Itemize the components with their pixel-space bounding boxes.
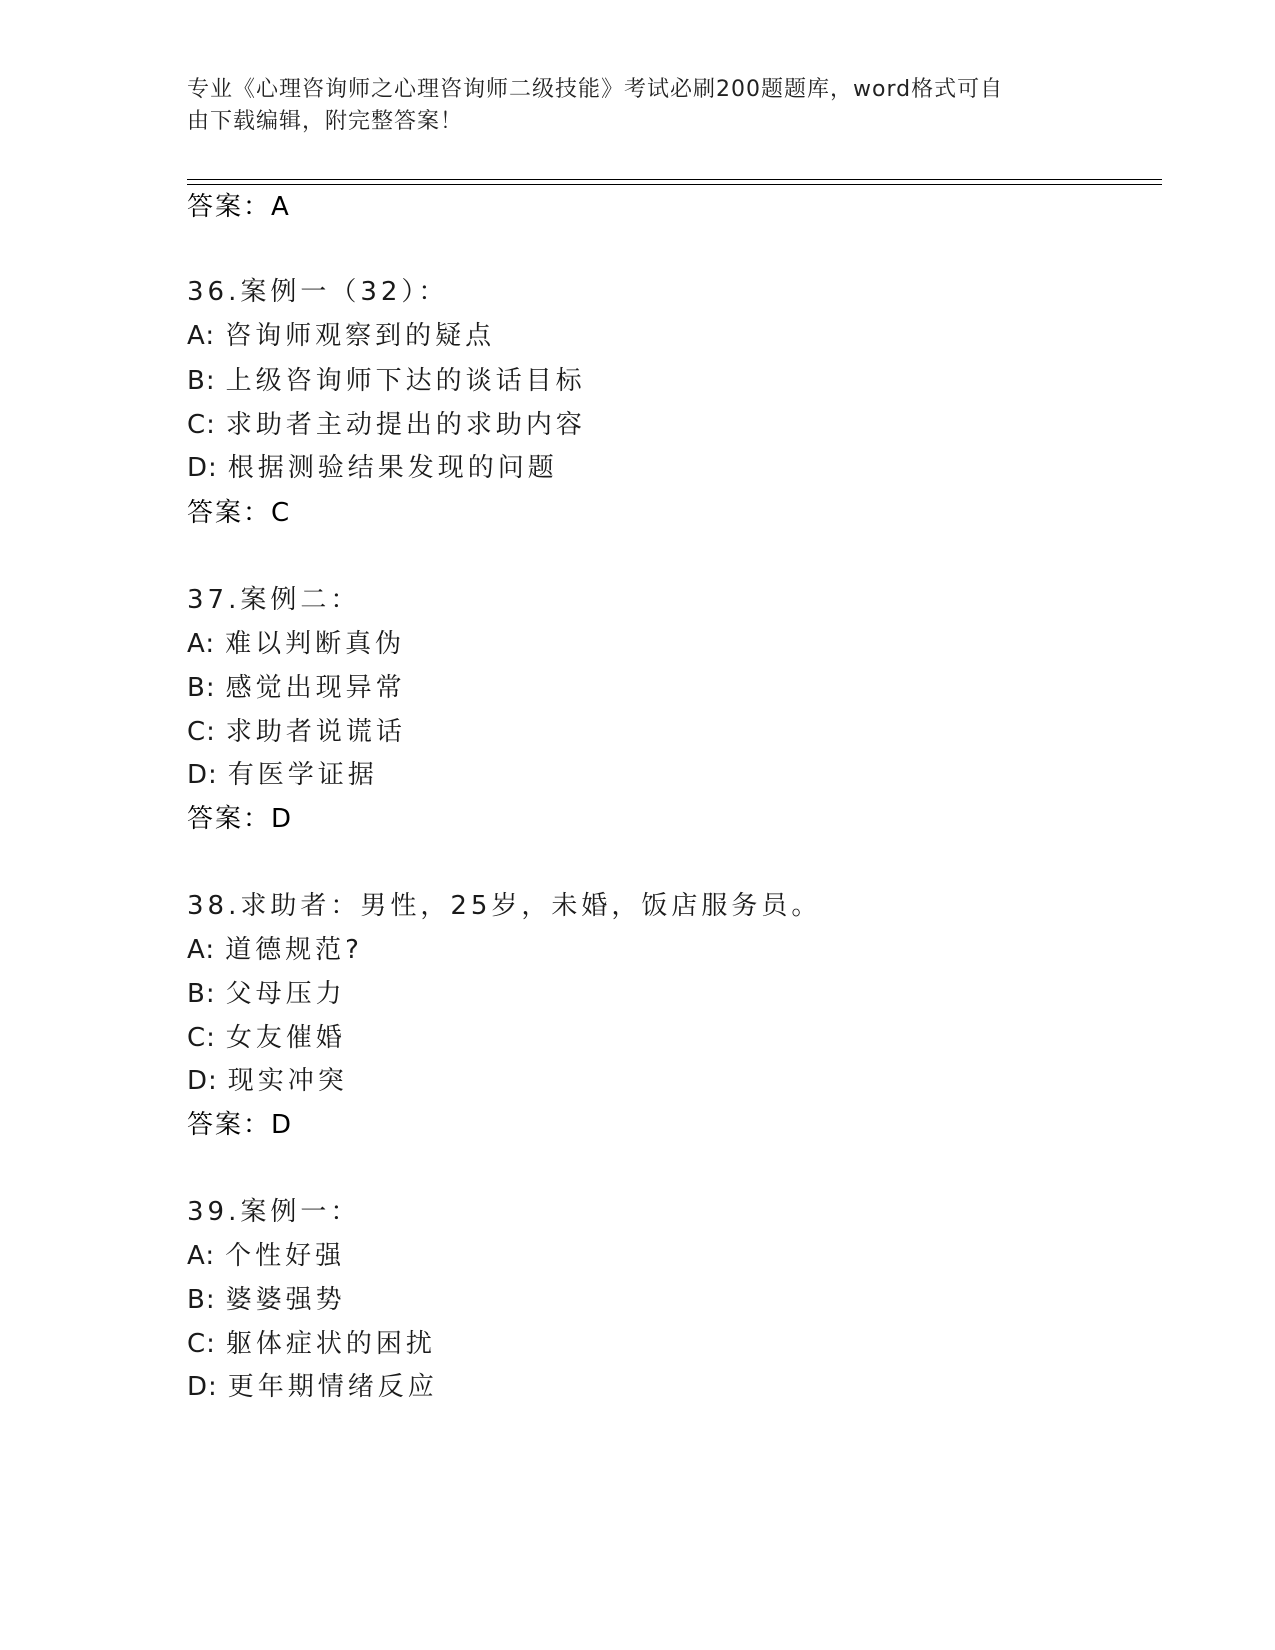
question-38-option-d (187, 1064, 348, 1098)
question-36-option-b (187, 364, 586, 398)
option-key: D: (187, 1372, 218, 1402)
option-text: 求助者主动提出的求助内容 (225, 410, 586, 440)
answer-38: 答案：D (187, 1110, 294, 1140)
header-line-2: 由下载编辑，附完整答案！ (187, 109, 464, 134)
question-38-option-c (187, 1021, 346, 1055)
question-38-option-b (187, 977, 346, 1011)
option-text: 个性好强 (225, 1241, 346, 1271)
option-key: D: (187, 760, 218, 790)
option-text: 女友催婚 (225, 1023, 346, 1053)
option-key: D: (187, 1066, 218, 1096)
option-text: 咨询师观察到的疑点 (225, 321, 496, 351)
option-key: C: (187, 1023, 216, 1053)
option-text: 现实冲突 (227, 1066, 348, 1096)
option-text: 道德规范? (225, 935, 363, 965)
question-39-stem: 39.案例一： (187, 1197, 361, 1227)
option-key: A: (187, 1241, 216, 1271)
question-37-option-d (187, 758, 378, 792)
option-key: D: (187, 453, 218, 483)
question-36-option-d (187, 451, 558, 485)
option-text: 难以判断真伪 (225, 629, 406, 659)
option-key: A: (187, 321, 216, 351)
question-36-option-c (187, 408, 586, 442)
question-39-option-b (187, 1283, 346, 1317)
question-37-option-b (187, 671, 406, 705)
option-key: B: (187, 1285, 216, 1315)
option-text: 根据测验结果发现的问题 (227, 453, 558, 483)
option-key: C: (187, 410, 216, 440)
document-header (187, 74, 1067, 138)
option-text: 上级咨询师下达的谈话目标 (225, 366, 586, 396)
option-key: C: (187, 717, 216, 747)
option-text: 父母压力 (225, 979, 346, 1009)
question-39-option-c (187, 1327, 436, 1361)
answer-36: 答案：C (187, 498, 292, 528)
option-text: 更年期情绪反应 (227, 1372, 438, 1402)
option-key: B: (187, 979, 216, 1009)
header-divider-top (187, 179, 1162, 180)
answer-35: 答案：A (187, 192, 291, 222)
option-text: 婆婆强势 (225, 1285, 346, 1315)
question-37-option-a (187, 627, 405, 661)
header-line-1: 专业《心理咨询师之心理咨询师二级技能》考试必刷200题题库，word格式可自 (187, 77, 1004, 102)
option-text: 有医学证据 (227, 760, 378, 790)
option-key: A: (187, 629, 216, 659)
option-key: B: (187, 366, 216, 396)
option-key: A: (187, 935, 216, 965)
question-39-option-a (187, 1239, 345, 1273)
option-text: 求助者说谎话 (225, 717, 406, 747)
question-37-option-c (187, 715, 406, 749)
option-text: 感觉出现异常 (225, 673, 406, 703)
question-37-stem: 37.案例二： (187, 585, 361, 615)
question-39-option-d (187, 1370, 438, 1404)
option-key: C: (187, 1329, 216, 1359)
question-36-stem: 36.案例一（32）： (187, 277, 449, 307)
answer-37: 答案：D (187, 804, 294, 834)
header-divider-bottom (187, 184, 1162, 185)
question-38-stem: 38.求助者：男性，25岁，未婚，饭店服务员。 (187, 891, 822, 921)
question-38-option-a (187, 933, 363, 967)
option-text: 躯体症状的困扰 (225, 1329, 436, 1359)
question-36-option-a (187, 319, 495, 353)
option-key: B: (187, 673, 216, 703)
